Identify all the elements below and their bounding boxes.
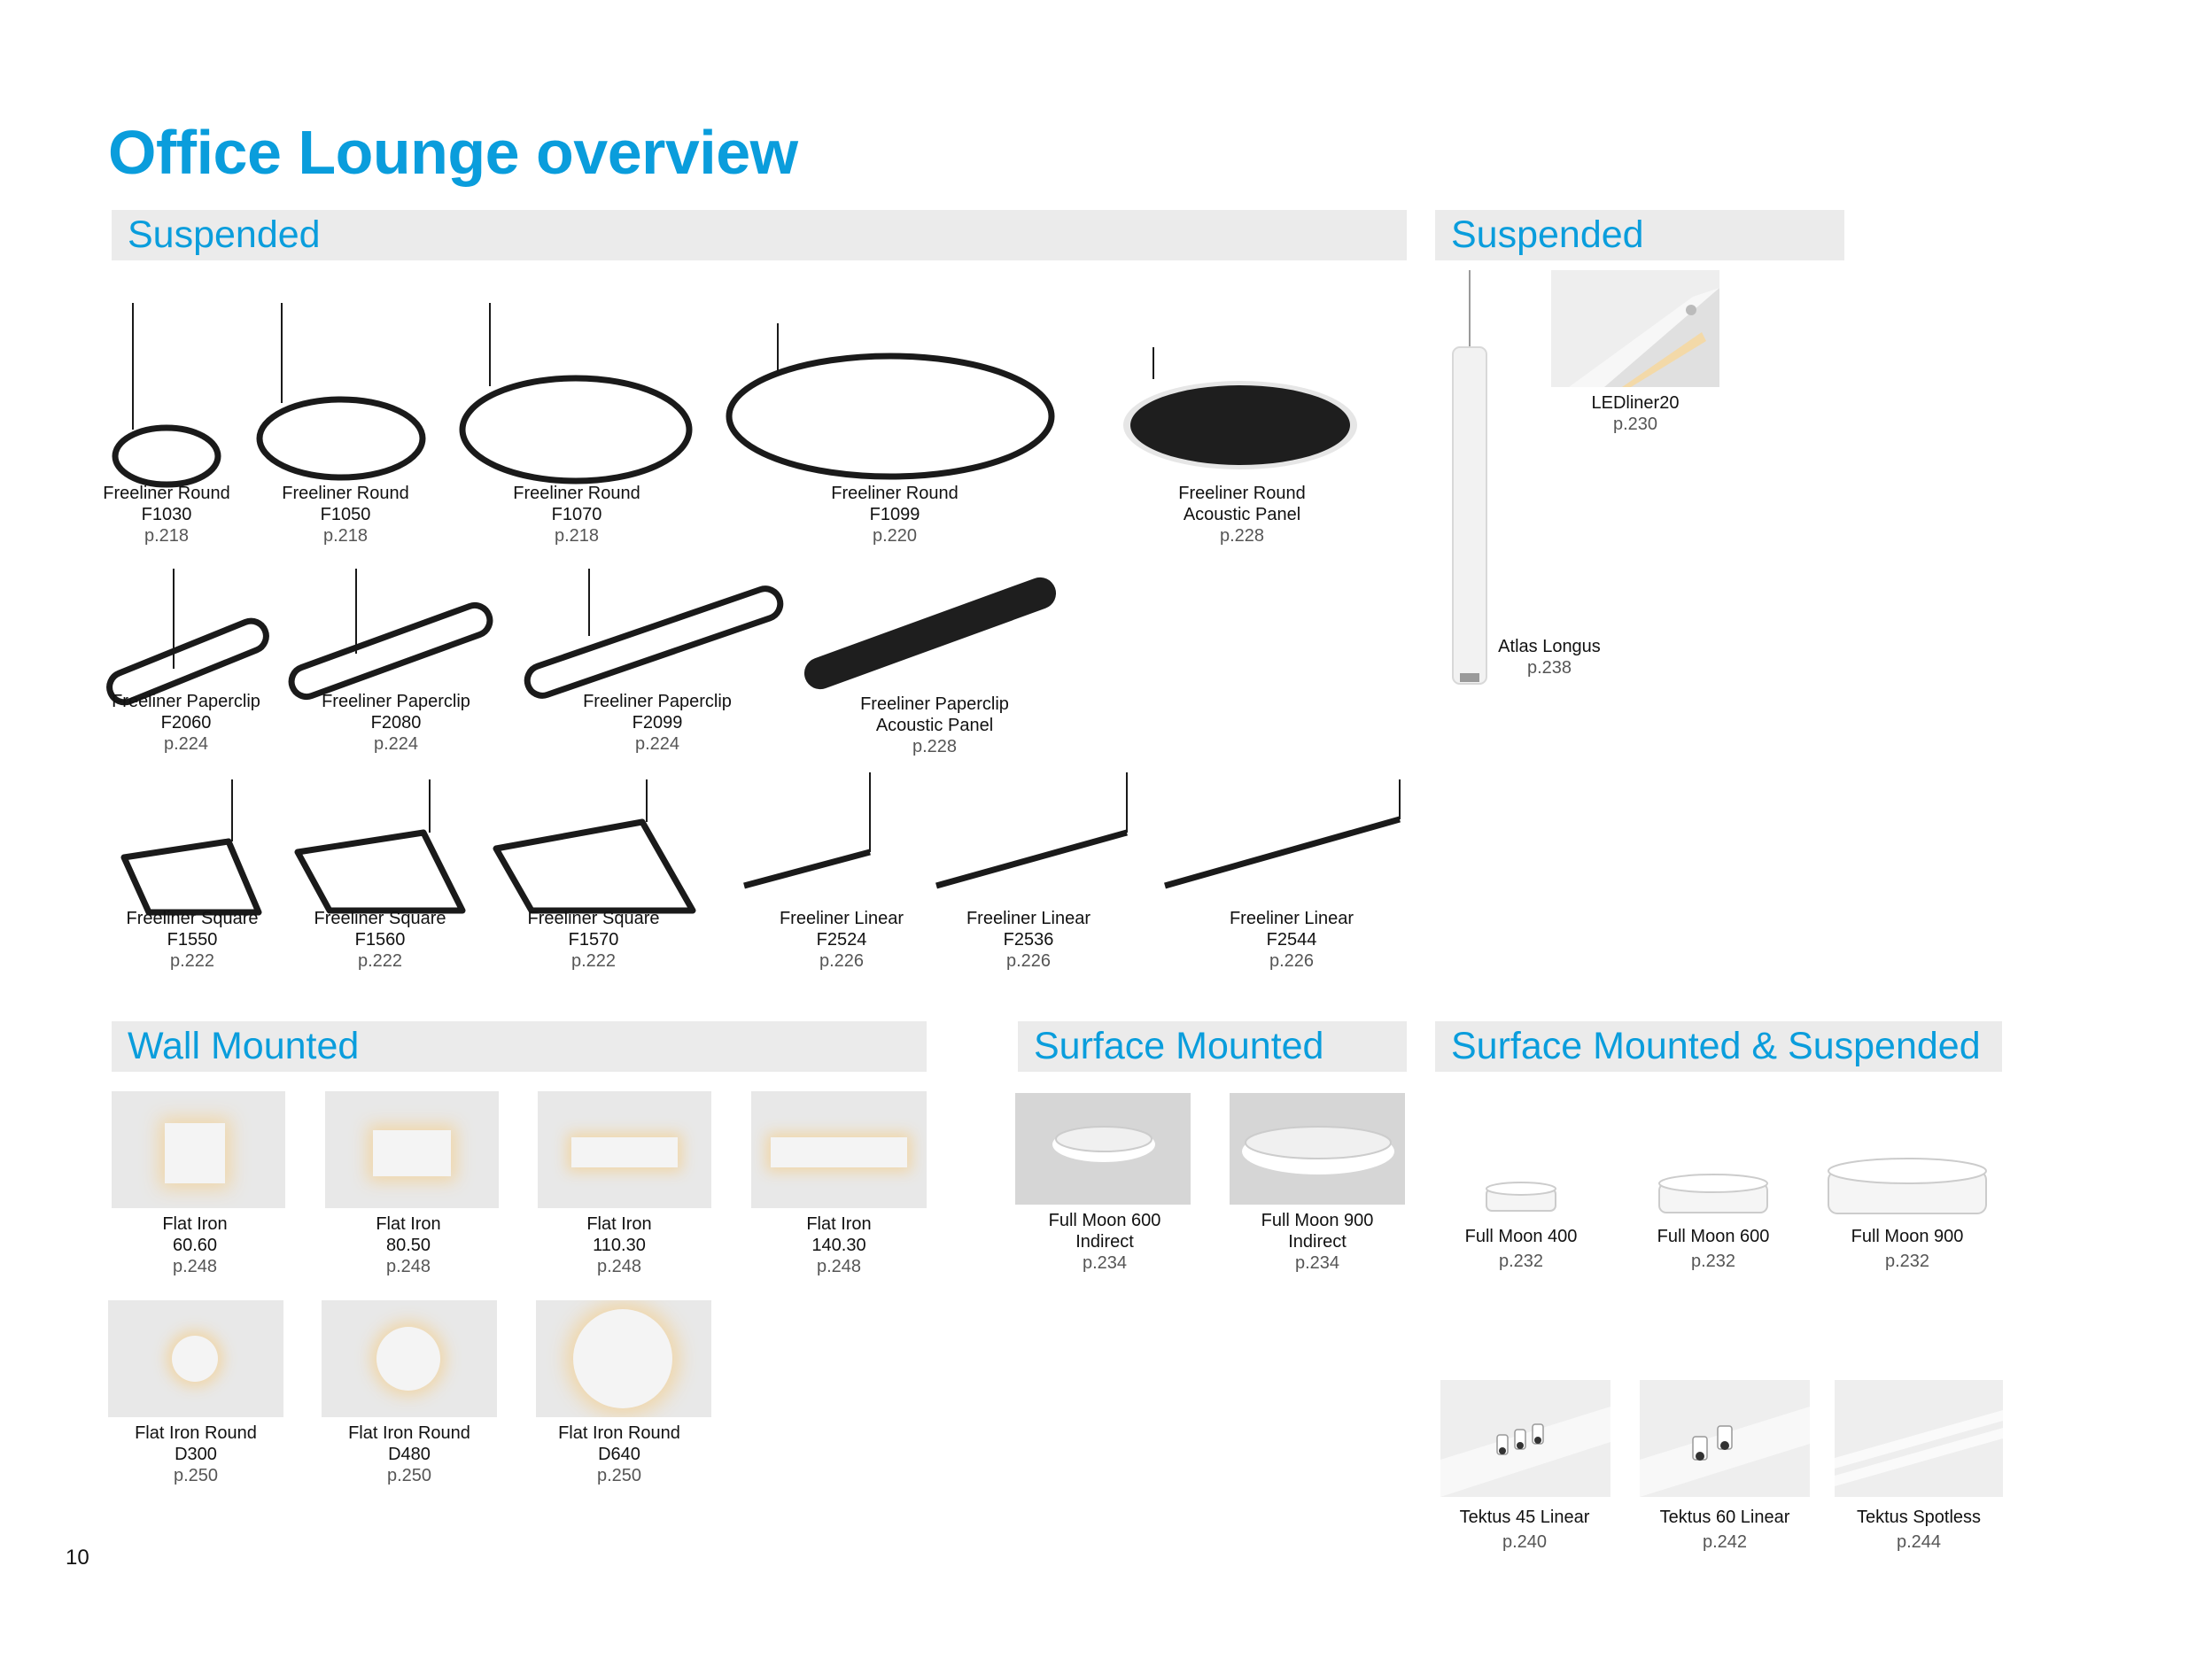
freeliner-paperclip-acoustic-image bbox=[800, 573, 1060, 694]
freeliner-square-f1570-image bbox=[496, 779, 693, 911]
caption-ledliner20: LEDliner20 p.230 bbox=[1591, 393, 1680, 434]
section-header-suspended-side: Suspended bbox=[1435, 210, 1844, 260]
full-moon-600-indirect-image bbox=[1015, 1093, 1191, 1205]
caption-freeliner-round-f1050: Freeliner Round F1050 p.218 bbox=[282, 484, 409, 546]
flat-iron-round-d640-image bbox=[536, 1300, 711, 1417]
caption-freeliner-linear-f2524: Freeliner Linear F2524 p.226 bbox=[779, 909, 904, 971]
tektus-45-linear-image bbox=[1440, 1380, 1610, 1497]
caption-full-moon-900: Full Moon 900 p.232 bbox=[1851, 1227, 1964, 1271]
caption-tektus-60-linear: Tektus 60 Linear p.242 bbox=[1659, 1508, 1790, 1552]
freeliner-linear-f2544-image bbox=[1165, 779, 1400, 886]
caption-flat-iron-110-30: Flat Iron 110.30 p.248 bbox=[586, 1214, 652, 1276]
freeliner-square-f1560-image bbox=[298, 779, 462, 911]
caption-freeliner-linear-f2544: Freeliner Linear F2544 p.226 bbox=[1229, 909, 1354, 971]
atlas-longus-image bbox=[1453, 270, 1486, 684]
freeliner-paperclip-f2099-image bbox=[524, 569, 785, 700]
caption-full-moon-600: Full Moon 600 p.232 bbox=[1657, 1227, 1770, 1271]
section-header-surface-mounted: Surface Mounted bbox=[1018, 1021, 1407, 1072]
caption-freeliner-paperclip-f2080: Freeliner Paperclip F2080 p.224 bbox=[322, 692, 470, 754]
caption-flat-iron-140-30: Flat Iron 140.30 p.248 bbox=[806, 1214, 872, 1276]
section-header-wall-mounted: Wall Mounted bbox=[112, 1021, 927, 1072]
freeliner-round-f1050-image bbox=[260, 303, 423, 477]
flat-iron-110-30-image bbox=[538, 1091, 711, 1208]
freeliner-linear-f2524-image bbox=[744, 772, 870, 886]
caption-freeliner-square-f1550: Freeliner Square F1550 p.222 bbox=[126, 909, 259, 971]
flat-iron-round-d480-image bbox=[322, 1300, 497, 1417]
caption-atlas-longus: Atlas Longus p.238 bbox=[1498, 637, 1601, 678]
caption-flat-iron-60-60: Flat Iron 60.60 p.248 bbox=[162, 1214, 228, 1276]
caption-full-moon-400: Full Moon 400 p.232 bbox=[1464, 1227, 1578, 1271]
freeliner-paperclip-f2080-image bbox=[287, 569, 493, 701]
page-number: 10 bbox=[66, 1546, 89, 1570]
caption-freeliner-paperclip-f2099: Freeliner Paperclip F2099 p.224 bbox=[583, 692, 732, 754]
flat-iron-60-60-image bbox=[112, 1091, 285, 1208]
flat-iron-80-50-image bbox=[325, 1091, 499, 1208]
freeliner-round-acoustic-image bbox=[1123, 347, 1357, 469]
tektus-60-linear-image bbox=[1640, 1380, 1810, 1497]
freeliner-round-f1099-image bbox=[729, 323, 1052, 477]
full-moon-900-indirect-image bbox=[1230, 1093, 1405, 1205]
flat-iron-140-30-image bbox=[751, 1091, 927, 1208]
caption-freeliner-square-f1570: Freeliner Square F1570 p.222 bbox=[527, 909, 660, 971]
caption-freeliner-round-f1099: Freeliner Round F1099 p.220 bbox=[831, 484, 959, 546]
caption-flat-iron-round-d480: Flat Iron Round D480 p.250 bbox=[348, 1423, 470, 1485]
caption-freeliner-round-f1030: Freeliner Round F1030 p.218 bbox=[103, 484, 230, 546]
caption-tektus-45-linear: Tektus 45 Linear p.240 bbox=[1459, 1508, 1590, 1552]
caption-flat-iron-80-50: Flat Iron 80.50 p.248 bbox=[376, 1214, 441, 1276]
page-title: Office Lounge overview bbox=[108, 118, 798, 187]
flat-iron-round-d300-image bbox=[108, 1300, 283, 1417]
caption-flat-iron-round-d640: Flat Iron Round D640 p.250 bbox=[558, 1423, 680, 1485]
tektus-spotless-image bbox=[1835, 1380, 2003, 1497]
caption-flat-iron-round-d300: Flat Iron Round D300 p.250 bbox=[135, 1423, 257, 1485]
freeliner-round-f1030-image bbox=[115, 303, 218, 485]
caption-freeliner-paperclip-f2060: Freeliner Paperclip F2060 p.224 bbox=[112, 692, 260, 754]
freeliner-square-f1550-image bbox=[124, 779, 259, 912]
caption-freeliner-linear-f2536: Freeliner Linear F2536 p.226 bbox=[966, 909, 1091, 971]
caption-freeliner-round-f1070: Freeliner Round F1070 p.218 bbox=[513, 484, 640, 546]
section-header-suspended: Suspended bbox=[112, 210, 1407, 260]
freeliner-paperclip-f2060-image bbox=[105, 569, 270, 707]
caption-tektus-spotless: Tektus Spotless p.244 bbox=[1856, 1508, 1982, 1552]
caption-freeliner-paperclip-acoustic: Freeliner Paperclip Acoustic Panel p.228 bbox=[860, 694, 1009, 756]
section-header-surface-suspended: Surface Mounted & Suspended bbox=[1435, 1021, 2002, 1072]
freeliner-linear-f2536-image bbox=[936, 772, 1127, 886]
caption-full-moon-600-indirect: Full Moon 600 Indirect p.234 bbox=[1048, 1211, 1161, 1273]
caption-freeliner-square-f1560: Freeliner Square F1560 p.222 bbox=[314, 909, 446, 971]
caption-full-moon-900-indirect: Full Moon 900 Indirect p.234 bbox=[1261, 1211, 1374, 1273]
caption-freeliner-round-acoustic: Freeliner Round Acoustic Panel p.228 bbox=[1178, 484, 1306, 546]
freeliner-round-f1070-image bbox=[462, 303, 689, 481]
ledliner20-image bbox=[1551, 270, 1719, 387]
